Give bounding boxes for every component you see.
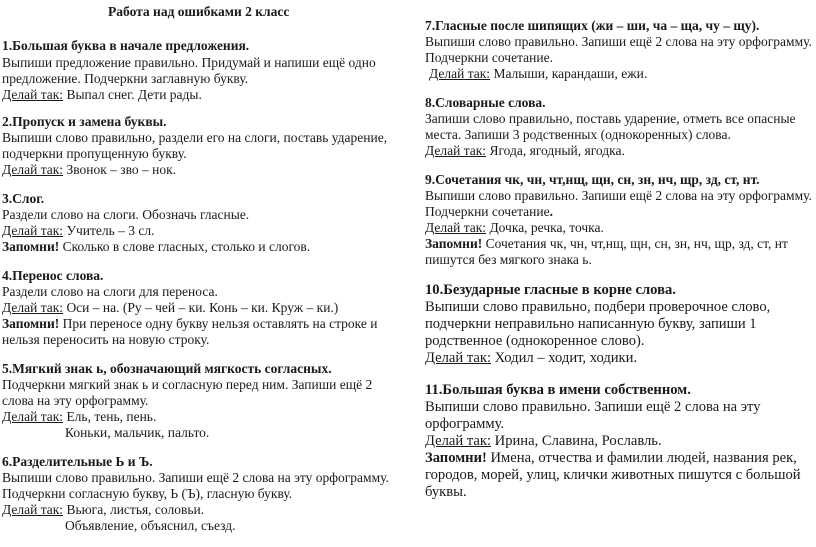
- instruction-line: слова на эту орфограмму.: [2, 393, 149, 408]
- remember-line: пишутся без мягкого знака ь.: [425, 252, 592, 267]
- instruction-line: орфограмму.: [425, 416, 505, 432]
- remember-line: буквы.: [425, 484, 467, 500]
- instruction-line: предложение. Подчеркни заглавную букву.: [2, 71, 249, 86]
- instruction-line: [425, 204, 553, 219]
- document-title: Работа над ошибками 2 класс: [108, 4, 290, 19]
- section-heading: 10.Безударные гласные в корне слова.: [425, 282, 676, 298]
- remember-line: [425, 236, 788, 251]
- instruction-line: Подчеркни согласную букву, Ь (Ъ), гласную букву.: [2, 486, 293, 501]
- example-text: Выпал снег. Дети рады.: [63, 87, 202, 102]
- instruction-line: подчеркни неправильно написанную букву, запиши 1: [425, 316, 757, 332]
- example-line: Коньки, мальчик, пальто.: [65, 425, 210, 440]
- section-heading: 9.Сочетания чк, чн, чт,нщ, щн, сн, зн, нч, щр, зд, ст, нт.: [425, 172, 760, 187]
- example-line: [2, 162, 176, 177]
- example-label: Делай так:: [2, 87, 64, 102]
- instruction-line: Подчеркни мягкий знак ь и согласную перед ним. Запиши ещё 2: [2, 377, 373, 392]
- example-text: Малыши, карандаши, ежи.: [490, 66, 648, 81]
- remember-line: [2, 239, 310, 254]
- instruction-line: Раздели слово на слоги для переноса.: [2, 284, 218, 299]
- section-heading: 6.Разделительные Ь и Ъ.: [2, 454, 153, 469]
- instruction-line: Выпиши слово правильно, раздели его на слоги, поставь ударение,: [2, 130, 388, 145]
- example-line: [2, 502, 204, 517]
- example-text: Ягода, ягодный, ягодка.: [486, 143, 625, 158]
- instruction-line: Подчеркни сочетание.: [425, 50, 553, 65]
- example-text: Ирина, Славина, Рославль.: [491, 433, 662, 449]
- example-label: Делай так:: [2, 409, 64, 424]
- example-line: [425, 433, 662, 450]
- section-heading: 2.Пропуск и замена буквы.: [2, 114, 167, 129]
- instruction-line: Выпиши слово правильно, подбери проверочное слово,: [425, 299, 771, 315]
- remember-label: Запомни!: [425, 236, 483, 251]
- remember-label: Запомни!: [425, 450, 487, 466]
- example-text: Оси – на. (Ру – чей – ки. Конь – ки. Круж – ки.): [63, 300, 339, 315]
- section-heading: 5.Мягкий знак ь, обозначающий мягкость согласных.: [2, 361, 332, 376]
- section-heading: 1.Большая буква в начале предложения.: [2, 38, 250, 53]
- instruction-line: Раздели слово на слоги. Обозначь гласные.: [2, 207, 250, 222]
- section-heading: 11.Большая буква в имени собственном.: [425, 382, 691, 398]
- example-label: Делай так:: [425, 143, 487, 158]
- example-label: Делай так:: [2, 300, 64, 315]
- example-text: Звонок – зво – нок.: [63, 162, 177, 177]
- example-line: Объявление, объяснил, съезд.: [65, 518, 236, 533]
- instruction-line: Выпиши слово правильно. Запиши ещё 2 слова на эту орфограмму.: [2, 470, 389, 485]
- example-line: [2, 409, 156, 424]
- example-text: Дочка, речка, точка.: [486, 220, 604, 235]
- remember-line: нельзя переносить на новую строку.: [2, 332, 210, 347]
- example-label: Делай так:: [425, 350, 492, 366]
- remember-line: [2, 316, 377, 331]
- example-label: Делай так:: [425, 433, 492, 449]
- example-line: [2, 87, 202, 102]
- section-heading: 7.Гласные после шипящих (жи – ши, ча – ща, чу – щу).: [425, 18, 760, 33]
- instruction-line: Выпиши слово правильно. Запиши ещё 2 слова на эту орфограмму.: [425, 188, 812, 203]
- instruction-line: подчеркни пропущенную букву.: [2, 146, 187, 161]
- remember-text: Имена, отчества и фамилии людей, названия рек,: [486, 450, 797, 466]
- instruction-line: места. Запиши 3 родственных (однокоренных) слова.: [425, 127, 731, 142]
- instruction-line: Запиши слово правильно, поставь ударение, отметь все опасные: [425, 111, 796, 126]
- example-label: Делай так:: [2, 502, 64, 517]
- instruction-line: Выпиши предложение правильно. Придумай и напиши ещё одно: [2, 55, 376, 70]
- section-heading: 4.Перенос слова.: [2, 268, 104, 283]
- instruction-text: Подчеркни сочетание: [425, 204, 550, 219]
- remember-text: Сколько в слове гласных, столько и слогов.: [59, 239, 311, 254]
- remember-line: городов, морей, улиц, клички животных пишутся с большой: [425, 467, 801, 483]
- example-line: [2, 223, 155, 238]
- remember-label: Запомни!: [2, 316, 60, 331]
- section-heading: 3.Слог.: [2, 191, 45, 206]
- remember-line: [425, 450, 797, 467]
- instruction-dot: .: [549, 204, 553, 219]
- example-text: Ель, тень, пень.: [63, 409, 157, 424]
- remember-label: Запомни!: [2, 239, 60, 254]
- example-label: Делай так:: [425, 220, 487, 235]
- example-line: [425, 143, 625, 158]
- example-line: [425, 350, 637, 367]
- example-line: [425, 220, 604, 235]
- example-text: Учитель – 3 сл.: [63, 223, 155, 238]
- example-line: [429, 66, 647, 81]
- instruction-line: родственное (однокоренное слово).: [425, 333, 645, 349]
- instruction-line: Выпиши слово правильно. Запиши ещё 2 слова на эту орфограмму.: [425, 34, 812, 49]
- example-text: Ходил – ходит, ходики.: [491, 350, 638, 366]
- example-line: [2, 300, 338, 315]
- example-label: Делай так:: [2, 223, 64, 238]
- remember-text: Сочетания чк, чн, чт,нщ, щн, сн, зн, нч, щр, зд, ст, нт: [482, 236, 788, 251]
- instruction-line: Выпиши слово правильно. Запиши ещё 2 слова на эту: [425, 399, 761, 415]
- example-label: Делай так:: [429, 66, 491, 81]
- example-label: Делай так:: [2, 162, 64, 177]
- remember-text: При переносе одну букву нельзя оставлять на строке и: [59, 316, 378, 331]
- example-text: Вьюга, листья, соловьи.: [63, 502, 205, 517]
- section-heading: 8.Словарные слова.: [425, 95, 546, 110]
